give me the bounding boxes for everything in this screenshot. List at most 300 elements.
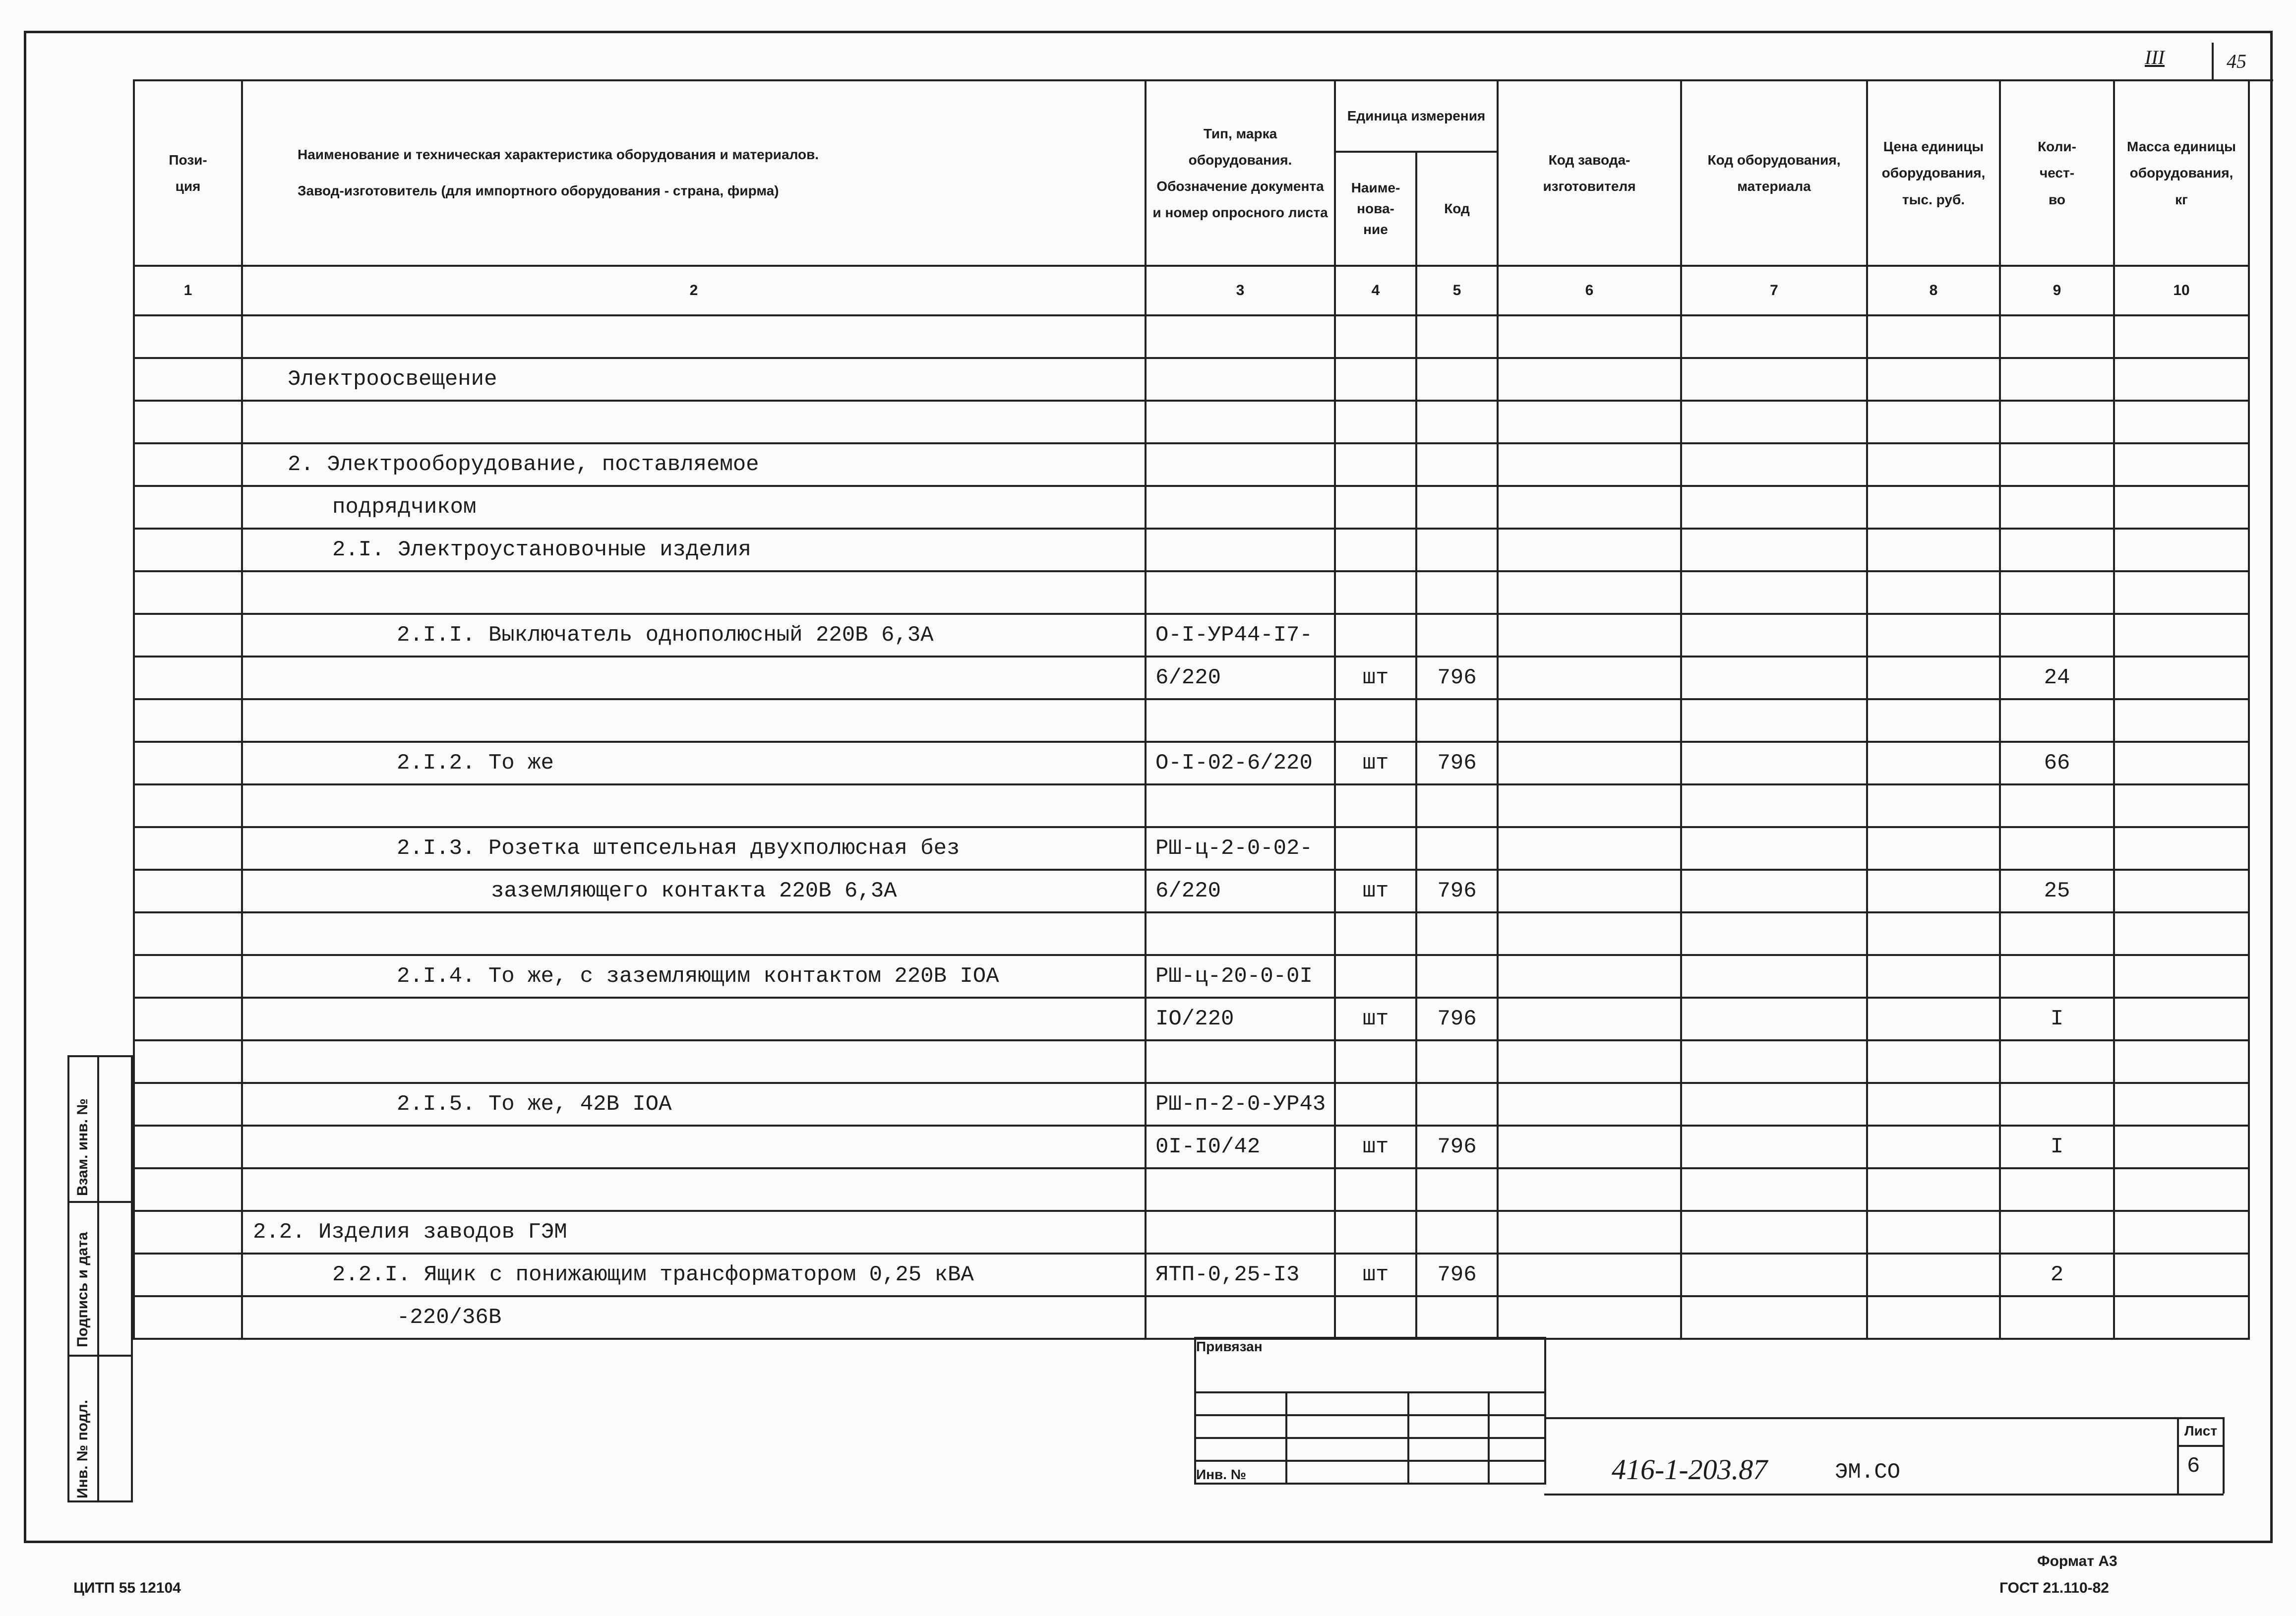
cell-unit (1335, 358, 1416, 401)
table-row (134, 1168, 2249, 1211)
cell-manufacturer-code (1498, 955, 1681, 998)
table-row (134, 571, 2249, 614)
cell-type (1146, 571, 1335, 614)
cell-name: 2.I.4. То же, с заземляющим контактом 220В IOA (242, 955, 1146, 998)
header-name: Наименование и техническая характеристика оборудования и материалов. Завод-изготовитель (для импортного оборудования - страна, фирма) (242, 80, 1146, 266)
cell-equipment-code (1681, 784, 1867, 827)
cell-quantity: 66 (2000, 742, 2114, 784)
table-row (134, 998, 2249, 1040)
cell-unit-code (1416, 571, 1498, 614)
cell-quantity (2000, 699, 2114, 742)
cell-quantity (2000, 1040, 2114, 1083)
cell-quantity (2000, 571, 2114, 614)
cell-mass (2114, 699, 2249, 742)
cell-position (134, 358, 242, 401)
cell-name: заземляющего контакта 220В 6,3А (242, 870, 1146, 912)
cell-manufacturer-code (1498, 401, 1681, 443)
cell-price (1867, 1126, 2000, 1168)
cell-price (1867, 358, 2000, 401)
header-manufacturer-code: Код завода-изготовителя (1498, 80, 1681, 266)
cell-manufacturer-code (1498, 784, 1681, 827)
cell-mass (2114, 486, 2249, 529)
colnum-2: 2 (242, 266, 1146, 315)
binding-cell (1195, 1338, 1545, 1392)
cell-manufacturer-code (1498, 486, 1681, 529)
table-row (134, 443, 2249, 486)
cell-position (134, 784, 242, 827)
cell-quantity (2000, 1296, 2114, 1339)
cell-price (1867, 571, 2000, 614)
cell-price (1867, 912, 2000, 955)
specification-table (133, 79, 2250, 1340)
specification-body (134, 315, 2249, 1339)
cell-price (1867, 614, 2000, 657)
cell-equipment-code (1681, 1168, 1867, 1211)
side-inv-label: Инв. № подл. (74, 1399, 91, 1498)
cell-type (1146, 315, 1335, 358)
table-row (134, 912, 2249, 955)
cell-position (134, 657, 242, 699)
cell-mass (2114, 1126, 2249, 1168)
cell-unit: шт (1335, 657, 1416, 699)
cell-manufacturer-code (1498, 827, 1681, 870)
cell-manufacturer-code (1498, 614, 1681, 657)
table-row (134, 955, 2249, 998)
cell-unit-code (1416, 315, 1498, 358)
cell-unit (1335, 571, 1416, 614)
cell-quantity (2000, 912, 2114, 955)
corner-page-number: 45 (2227, 50, 2246, 72)
cell-type (1146, 401, 1335, 443)
cell-manufacturer-code (1498, 358, 1681, 401)
bound-label: Привязан (1196, 1339, 1263, 1354)
cell-unit-code (1416, 443, 1498, 486)
sheet-label: Лист (2179, 1417, 2223, 1447)
cell-equipment-code (1681, 1126, 1867, 1168)
cell-equipment-code (1681, 401, 1867, 443)
cell-quantity (2000, 529, 2114, 571)
colnum-6: 6 (1498, 266, 1681, 315)
cell-price (1867, 742, 2000, 784)
cell-name: 2.I.I. Выключатель однополюсный 220В 6,3А (242, 614, 1146, 657)
cell-type: РШ-ц-20-0-0I (1146, 955, 1335, 998)
table-row (134, 827, 2249, 870)
footer-gost: ГОСТ 21.110-82 (1999, 1580, 2109, 1596)
cell-equipment-code (1681, 486, 1867, 529)
cell-quantity: 2 (2000, 1254, 2114, 1296)
cell-unit: шт (1335, 1254, 1416, 1296)
header-quantity: Коли- чест- во (2000, 80, 2114, 266)
cell-name: Электроосвещение (242, 358, 1146, 401)
cell-price (1867, 443, 2000, 486)
cell-type (1146, 912, 1335, 955)
cell-quantity: I (2000, 998, 2114, 1040)
cell-unit (1335, 401, 1416, 443)
cell-type: IO/220 (1146, 998, 1335, 1040)
cell-type: О-I-02-6/220 (1146, 742, 1335, 784)
cell-price (1867, 1083, 2000, 1126)
cell-quantity: 25 (2000, 870, 2114, 912)
table-row (134, 1083, 2249, 1126)
cell-unit (1335, 912, 1416, 955)
cell-mass (2114, 955, 2249, 998)
cell-mass (2114, 784, 2249, 827)
cell-unit-code: 796 (1416, 657, 1498, 699)
cell-type (1146, 1168, 1335, 1211)
cell-quantity (2000, 1083, 2114, 1126)
cell-name (242, 998, 1146, 1040)
cell-manufacturer-code (1498, 912, 1681, 955)
header-price: Цена единицы оборудования, тыс. руб. (1867, 80, 2000, 266)
cell-price (1867, 998, 2000, 1040)
cell-mass (2114, 443, 2249, 486)
cell-mass (2114, 529, 2249, 571)
cell-unit (1335, 529, 1416, 571)
table-row (134, 358, 2249, 401)
side-sign-label: Подпись и дата (74, 1232, 91, 1347)
cell-name (242, 1126, 1146, 1168)
cell-price (1867, 1211, 2000, 1254)
cell-name: 2.I.5. То же, 42В IOA (242, 1083, 1146, 1126)
cell-position (134, 315, 242, 358)
cell-type (1146, 443, 1335, 486)
cell-manufacturer-code (1498, 998, 1681, 1040)
cell-equipment-code (1681, 827, 1867, 870)
header-unit: Единица измерения (1335, 80, 1498, 152)
cell-type (1146, 358, 1335, 401)
cell-equipment-code (1681, 529, 1867, 571)
cell-type (1146, 699, 1335, 742)
cell-name (242, 699, 1146, 742)
cell-unit (1335, 955, 1416, 998)
cell-manufacturer-code (1498, 870, 1681, 912)
table-row (134, 1296, 2249, 1339)
cell-quantity (2000, 401, 2114, 443)
cell-equipment-code (1681, 699, 1867, 742)
cell-equipment-code (1681, 315, 1867, 358)
cell-equipment-code (1681, 955, 1867, 998)
cell-mass (2114, 1040, 2249, 1083)
inv-label: Инв. № (1196, 1467, 1247, 1482)
cell-position (134, 742, 242, 784)
cell-position (134, 955, 242, 998)
title-block-top-rule (1544, 1417, 2224, 1419)
cell-mass (2114, 401, 2249, 443)
cell-equipment-code (1681, 998, 1867, 1040)
cell-equipment-code (1681, 657, 1867, 699)
cell-unit (1335, 1040, 1416, 1083)
cell-unit-code (1416, 486, 1498, 529)
cell-name: 2.2.I. Ящик с понижающим трансформатором 0,25 кВА (242, 1254, 1146, 1296)
header-position: Пози- ция (134, 80, 242, 266)
table-row (134, 529, 2249, 571)
cell-position (134, 1083, 242, 1126)
cell-type (1146, 486, 1335, 529)
cell-unit-code: 796 (1416, 1254, 1498, 1296)
cell-position (134, 998, 242, 1040)
table-row (134, 657, 2249, 699)
cell-name (242, 1168, 1146, 1211)
cell-quantity (2000, 486, 2114, 529)
cell-price (1867, 784, 2000, 827)
cell-manufacturer-code (1498, 571, 1681, 614)
cell-unit-code (1416, 955, 1498, 998)
side-replace-label: Взам. инв. № (74, 1098, 91, 1196)
cell-price (1867, 486, 2000, 529)
cell-equipment-code (1681, 742, 1867, 784)
cell-position (134, 401, 242, 443)
cell-quantity (2000, 358, 2114, 401)
cell-position (134, 486, 242, 529)
cell-name: подрядчиком (242, 486, 1146, 529)
colnum-5: 5 (1416, 266, 1498, 315)
cell-quantity (2000, 827, 2114, 870)
cell-unit-code (1416, 912, 1498, 955)
cell-quantity (2000, 955, 2114, 998)
header-mass: Масса единицы оборудования, кг (2114, 80, 2249, 266)
colnum-4: 4 (1335, 266, 1416, 315)
table-row (134, 1254, 2249, 1296)
cell-name: 2.2. Изделия заводов ГЭМ (242, 1211, 1146, 1254)
cell-mass (2114, 315, 2249, 358)
cell-unit-code: 796 (1416, 742, 1498, 784)
sheet-number: 6 (2187, 1454, 2200, 1479)
sheet-box (2177, 1417, 2225, 1494)
document-code: 416-1-203.87 (1612, 1453, 1768, 1486)
cell-name (242, 315, 1146, 358)
cell-type (1146, 1040, 1335, 1083)
footer-print-code: ЦИТП 55 12104 (73, 1580, 181, 1596)
cell-manufacturer-code (1498, 529, 1681, 571)
cell-type: РШ-ц-2-0-02- (1146, 827, 1335, 870)
table-row (134, 1211, 2249, 1254)
cell-type (1146, 1296, 1335, 1339)
cell-manufacturer-code (1498, 1211, 1681, 1254)
cell-unit-code (1416, 401, 1498, 443)
cell-equipment-code (1681, 571, 1867, 614)
cell-equipment-code (1681, 614, 1867, 657)
cell-unit (1335, 315, 1416, 358)
cell-unit-code (1416, 1083, 1498, 1126)
cell-manufacturer-code (1498, 657, 1681, 699)
header-unit-name: Наиме- нова- ние (1335, 152, 1416, 266)
cell-equipment-code (1681, 1040, 1867, 1083)
cell-quantity: 24 (2000, 657, 2114, 699)
cell-unit-code (1416, 784, 1498, 827)
cell-position (134, 614, 242, 657)
cell-unit: шт (1335, 998, 1416, 1040)
cell-name: 2.I.3. Розетка штепсельная двухполюсная без (242, 827, 1146, 870)
table-row (134, 784, 2249, 827)
cell-price (1867, 870, 2000, 912)
cell-mass (2114, 1083, 2249, 1126)
cell-type: О-I-УР44-I7- (1146, 614, 1335, 657)
cell-equipment-code (1681, 443, 1867, 486)
cell-type: 6/220 (1146, 870, 1335, 912)
table-row (134, 1040, 2249, 1083)
cell-unit (1335, 784, 1416, 827)
cell-name: 2.I. Электроустановочные изделия (242, 529, 1146, 571)
cell-mass (2114, 998, 2249, 1040)
cell-unit-code (1416, 1168, 1498, 1211)
table-row (134, 486, 2249, 529)
cell-unit (1335, 699, 1416, 742)
cell-position (134, 1211, 242, 1254)
cell-quantity (2000, 315, 2114, 358)
cell-mass (2114, 742, 2249, 784)
cell-manufacturer-code (1498, 1040, 1681, 1083)
cell-name (242, 912, 1146, 955)
cell-position (134, 1126, 242, 1168)
cell-unit (1335, 1083, 1416, 1126)
cell-position (134, 827, 242, 870)
cell-name: 2. Электрооборудование, поставляемое (242, 443, 1146, 486)
colnum-10: 10 (2114, 266, 2249, 315)
cell-unit-code (1416, 1296, 1498, 1339)
cell-unit-code (1416, 1040, 1498, 1083)
cell-manufacturer-code (1498, 1296, 1681, 1339)
cell-position (134, 1168, 242, 1211)
colnum-7: 7 (1681, 266, 1867, 315)
cell-price (1867, 1168, 2000, 1211)
cell-manufacturer-code (1498, 1168, 1681, 1211)
cell-quantity (2000, 443, 2114, 486)
table-row (134, 401, 2249, 443)
colnum-9: 9 (2000, 266, 2114, 315)
cell-equipment-code (1681, 1254, 1867, 1296)
cell-unit (1335, 443, 1416, 486)
cell-position (134, 529, 242, 571)
colnum-8: 8 (1867, 266, 2000, 315)
title-block-bottom-rule (1544, 1494, 2224, 1496)
cell-unit-code: 796 (1416, 1126, 1498, 1168)
cell-position (134, 571, 242, 614)
cell-price (1867, 699, 2000, 742)
cell-unit (1335, 1296, 1416, 1339)
cell-mass (2114, 827, 2249, 870)
cell-mass (2114, 1254, 2249, 1296)
colnum-1: 1 (134, 266, 242, 315)
header-row (134, 80, 2249, 152)
cell-quantity (2000, 1168, 2114, 1211)
cell-price (1867, 1040, 2000, 1083)
colnum-3: 3 (1146, 266, 1335, 315)
cell-unit (1335, 614, 1416, 657)
cell-name (242, 657, 1146, 699)
cell-unit (1335, 827, 1416, 870)
cell-position (134, 699, 242, 742)
cell-mass (2114, 870, 2249, 912)
cell-position (134, 912, 242, 955)
cell-name (242, 784, 1146, 827)
cell-manufacturer-code (1498, 315, 1681, 358)
cell-price (1867, 529, 2000, 571)
cell-unit-code (1416, 1211, 1498, 1254)
cell-type: ЯТП-0,25-I3 (1146, 1254, 1335, 1296)
cell-position (134, 1296, 242, 1339)
cell-unit-code (1416, 358, 1498, 401)
cell-unit-code: 796 (1416, 870, 1498, 912)
cell-unit: шт (1335, 1126, 1416, 1168)
corner-mark: III (2145, 46, 2165, 68)
cell-manufacturer-code (1498, 742, 1681, 784)
cell-price (1867, 315, 2000, 358)
cell-quantity (2000, 1211, 2114, 1254)
cell-equipment-code (1681, 1211, 1867, 1254)
cell-price (1867, 827, 2000, 870)
cell-position (134, 443, 242, 486)
binding-block (1194, 1337, 1546, 1485)
cell-equipment-code (1681, 912, 1867, 955)
cell-type (1146, 529, 1335, 571)
cell-mass (2114, 1168, 2249, 1211)
cell-unit (1335, 486, 1416, 529)
table-row (134, 699, 2249, 742)
cell-manufacturer-code (1498, 443, 1681, 486)
cell-position (134, 1040, 242, 1083)
cell-price (1867, 401, 2000, 443)
header-type: Тип, марка оборудования. Обозначение документа и номер опросного листа (1146, 80, 1335, 266)
cell-mass (2114, 358, 2249, 401)
cell-mass (2114, 1211, 2249, 1254)
table-row (134, 315, 2249, 358)
cell-type: РШ-п-2-0-УР43 (1146, 1083, 1335, 1126)
cell-type: 6/220 (1146, 657, 1335, 699)
cell-equipment-code (1681, 1083, 1867, 1126)
cell-mass (2114, 912, 2249, 955)
cell-name (242, 1040, 1146, 1083)
cell-manufacturer-code (1498, 1083, 1681, 1126)
cell-type: 0I-I0/42 (1146, 1126, 1335, 1168)
cell-unit-code (1416, 529, 1498, 571)
column-number-row (134, 266, 2249, 315)
cell-manufacturer-code (1498, 1254, 1681, 1296)
table-row (134, 1126, 2249, 1168)
cell-name (242, 571, 1146, 614)
document-suffix: ЭМ.СО (1835, 1460, 1901, 1485)
side-stamp (67, 1055, 133, 1502)
cell-equipment-code (1681, 1296, 1867, 1339)
cell-unit-code (1416, 614, 1498, 657)
cell-price (1867, 955, 2000, 998)
table-row (134, 870, 2249, 912)
cell-name: 2.I.2. То же (242, 742, 1146, 784)
cell-unit (1335, 1168, 1416, 1211)
cell-quantity: I (2000, 1126, 2114, 1168)
cell-price (1867, 657, 2000, 699)
cell-manufacturer-code (1498, 699, 1681, 742)
cell-unit: шт (1335, 742, 1416, 784)
cell-unit: шт (1335, 870, 1416, 912)
cell-mass (2114, 614, 2249, 657)
cell-position (134, 870, 242, 912)
cell-quantity (2000, 614, 2114, 657)
cell-unit-code (1416, 699, 1498, 742)
header-unit-code: Код (1416, 152, 1498, 266)
cell-price (1867, 1254, 2000, 1296)
cell-name (242, 401, 1146, 443)
cell-type (1146, 1211, 1335, 1254)
cell-mass (2114, 571, 2249, 614)
cell-manufacturer-code (1498, 1126, 1681, 1168)
cell-quantity (2000, 784, 2114, 827)
footer-format: Формат А3 (2037, 1553, 2117, 1569)
cell-unit-code: 796 (1416, 998, 1498, 1040)
table-row (134, 742, 2249, 784)
cell-equipment-code (1681, 358, 1867, 401)
cell-mass (2114, 657, 2249, 699)
cell-equipment-code (1681, 870, 1867, 912)
